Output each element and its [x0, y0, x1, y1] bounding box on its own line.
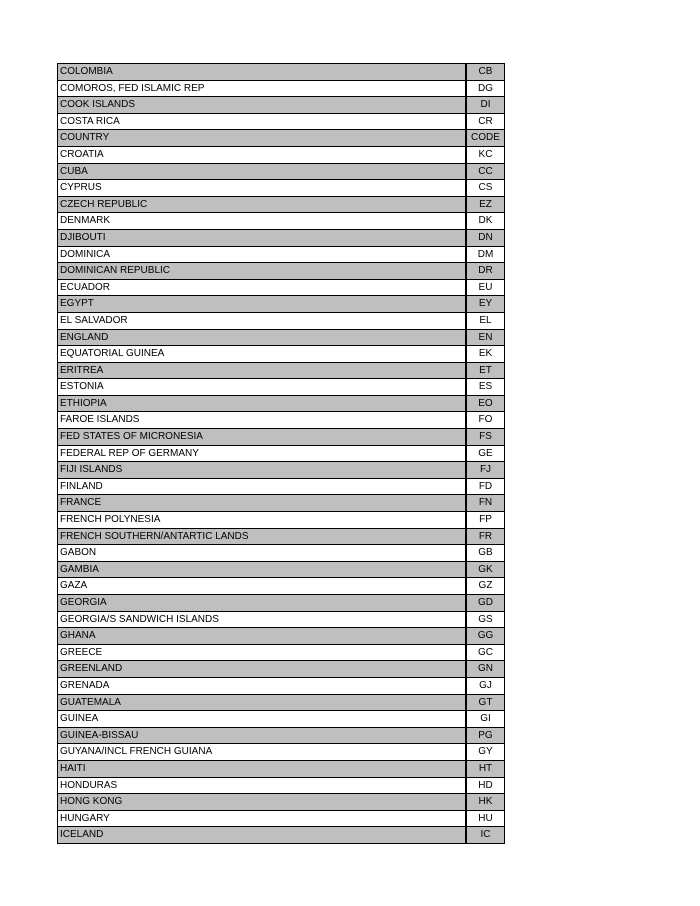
country-name-cell: GUINEA-BISSAU	[58, 727, 466, 744]
country-name-cell: CROATIA	[58, 146, 466, 163]
country-code-cell: EK	[467, 346, 505, 363]
country-name-cell: COSTA RICA	[58, 113, 466, 130]
country-code-cell: FP	[467, 512, 505, 529]
country-code-cell: FD	[467, 478, 505, 495]
table-row	[58, 362, 505, 379]
table-row	[58, 97, 505, 114]
country-code-cell: GC	[467, 644, 505, 661]
country-code-cell: GI	[467, 711, 505, 728]
country-name-cell: GAZA	[58, 578, 466, 595]
table-row	[58, 644, 505, 661]
table-row	[58, 661, 505, 678]
country-code-cell: GE	[467, 445, 505, 462]
country-name-cell: DENMARK	[58, 213, 466, 230]
table-row	[58, 827, 505, 844]
country-code-cell: HD	[467, 777, 505, 794]
country-name-cell: HONG KONG	[58, 794, 466, 811]
country-name-cell: FIJI ISLANDS	[58, 462, 466, 479]
country-code-cell: CR	[467, 113, 505, 130]
table-row	[58, 677, 505, 694]
country-code-cell: FN	[467, 495, 505, 512]
country-code-cell: EZ	[467, 196, 505, 213]
table-row	[58, 64, 505, 81]
table-row	[58, 329, 505, 346]
country-name-cell: FRENCH SOUTHERN/ANTARTIC LANDS	[58, 528, 466, 545]
country-code-cell: GN	[467, 661, 505, 678]
country-code-cell: EN	[467, 329, 505, 346]
country-code-table	[57, 63, 505, 844]
country-name-cell: DOMINICA	[58, 246, 466, 263]
table-row	[58, 146, 505, 163]
country-code-cell: GS	[467, 611, 505, 628]
country-code-cell: DK	[467, 213, 505, 230]
table-row	[58, 263, 505, 280]
country-code-cell: FS	[467, 429, 505, 446]
country-name-cell: CUBA	[58, 163, 466, 180]
country-code-cell: EO	[467, 395, 505, 412]
table-row	[58, 80, 505, 97]
country-name-cell: HUNGARY	[58, 810, 466, 827]
country-name-cell: ICELAND	[58, 827, 466, 844]
table-row	[58, 213, 505, 230]
country-code-cell: ET	[467, 362, 505, 379]
table-row	[58, 777, 505, 794]
country-name-cell: FINLAND	[58, 478, 466, 495]
country-name-cell: FED STATES OF MICRONESIA	[58, 429, 466, 446]
country-name-cell: GABON	[58, 545, 466, 562]
country-name-cell: HAITI	[58, 760, 466, 777]
country-name-cell: ESTONIA	[58, 379, 466, 396]
country-name-cell: COLOMBIA	[58, 64, 466, 81]
country-name-cell: CYPRUS	[58, 180, 466, 197]
country-name-cell: GAMBIA	[58, 561, 466, 578]
table-row	[58, 246, 505, 263]
table-row	[58, 794, 505, 811]
table-row	[58, 196, 505, 213]
country-code-cell: GT	[467, 694, 505, 711]
country-code-cell: KC	[467, 146, 505, 163]
country-code-cell: DR	[467, 263, 505, 280]
country-name-cell: DOMINICAN REPUBLIC	[58, 263, 466, 280]
country-code-cell: GD	[467, 595, 505, 612]
country-code-cell: CB	[467, 64, 505, 81]
table-row	[58, 810, 505, 827]
table-row	[58, 346, 505, 363]
country-code-cell: DI	[467, 97, 505, 114]
table-body	[58, 64, 505, 844]
table-row	[58, 113, 505, 130]
country-name-cell: FRANCE	[58, 495, 466, 512]
table-row	[58, 412, 505, 429]
country-name-cell: CZECH REPUBLIC	[58, 196, 466, 213]
country-name-cell: GEORGIA	[58, 595, 466, 612]
country-code-cell: PG	[467, 727, 505, 744]
table-row	[58, 727, 505, 744]
country-code-cell: HK	[467, 794, 505, 811]
country-code-cell: GB	[467, 545, 505, 562]
country-name-cell: FAROE ISLANDS	[58, 412, 466, 429]
country-name-cell: COUNTRY	[58, 130, 466, 147]
table-row	[58, 628, 505, 645]
country-code-cell: CODE	[467, 130, 505, 147]
country-name-cell: GEORGIA/S SANDWICH ISLANDS	[58, 611, 466, 628]
country-name-cell: GREENLAND	[58, 661, 466, 678]
table-row	[58, 545, 505, 562]
country-code-cell: EU	[467, 279, 505, 296]
table-row	[58, 744, 505, 761]
country-name-cell: ECUADOR	[58, 279, 466, 296]
country-name-cell: COOK ISLANDS	[58, 97, 466, 114]
country-name-cell: ERITREA	[58, 362, 466, 379]
table-row	[58, 229, 505, 246]
country-code-cell: FO	[467, 412, 505, 429]
country-name-cell: DJIBOUTI	[58, 229, 466, 246]
country-name-cell: EL SALVADOR	[58, 312, 466, 329]
country-code-cell: GJ	[467, 677, 505, 694]
table-row	[58, 495, 505, 512]
table-row	[58, 561, 505, 578]
country-code-cell: FJ	[467, 462, 505, 479]
table-row	[58, 711, 505, 728]
country-name-cell: ETHIOPIA	[58, 395, 466, 412]
table-row	[58, 180, 505, 197]
country-name-cell: GHANA	[58, 628, 466, 645]
country-code-cell: EL	[467, 312, 505, 329]
country-name-cell: EGYPT	[58, 296, 466, 313]
country-code-cell: GZ	[467, 578, 505, 595]
country-name-cell: GREECE	[58, 644, 466, 661]
table-row	[58, 445, 505, 462]
country-name-cell: GUATEMALA	[58, 694, 466, 711]
country-code-cell: IC	[467, 827, 505, 844]
table-row	[58, 279, 505, 296]
country-code-cell: GK	[467, 561, 505, 578]
country-name-cell: HONDURAS	[58, 777, 466, 794]
country-name-cell: ENGLAND	[58, 329, 466, 346]
table-row	[58, 395, 505, 412]
table-row	[58, 163, 505, 180]
table-row	[58, 130, 505, 147]
country-code-cell: DM	[467, 246, 505, 263]
country-name-cell: GUYANA/INCL FRENCH GUIANA	[58, 744, 466, 761]
country-code-cell: DN	[467, 229, 505, 246]
table-row	[58, 296, 505, 313]
country-code-cell: GG	[467, 628, 505, 645]
country-code-cell: GY	[467, 744, 505, 761]
table-row	[58, 528, 505, 545]
country-name-cell: FEDERAL REP OF GERMANY	[58, 445, 466, 462]
table-row	[58, 694, 505, 711]
table-row	[58, 462, 505, 479]
table-row	[58, 760, 505, 777]
table-row	[58, 512, 505, 529]
country-name-cell: EQUATORIAL GUINEA	[58, 346, 466, 363]
country-name-cell: GRENADA	[58, 677, 466, 694]
country-code-cell: CC	[467, 163, 505, 180]
country-code-cell: FR	[467, 528, 505, 545]
country-code-cell: DG	[467, 80, 505, 97]
country-code-cell: EY	[467, 296, 505, 313]
country-name-cell: FRENCH POLYNESIA	[58, 512, 466, 529]
country-code-cell: HT	[467, 760, 505, 777]
country-code-cell: HU	[467, 810, 505, 827]
table-row	[58, 611, 505, 628]
country-name-cell: GUINEA	[58, 711, 466, 728]
table-row	[58, 478, 505, 495]
table-row	[58, 312, 505, 329]
country-code-cell: ES	[467, 379, 505, 396]
country-code-cell: CS	[467, 180, 505, 197]
table-row	[58, 429, 505, 446]
table-row	[58, 595, 505, 612]
table-row	[58, 578, 505, 595]
table-row	[58, 379, 505, 396]
country-name-cell: COMOROS, FED ISLAMIC REP	[58, 80, 466, 97]
